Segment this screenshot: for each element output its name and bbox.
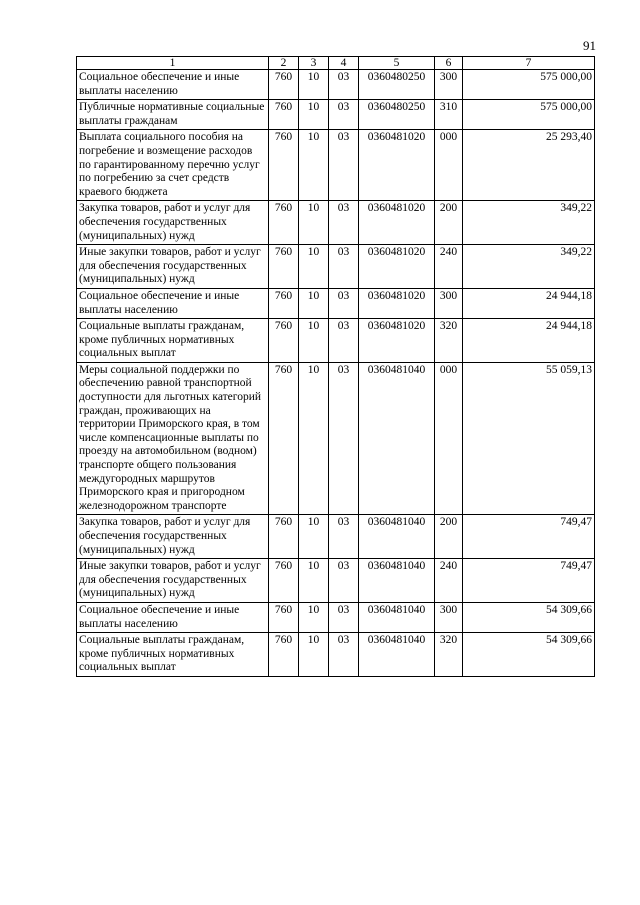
- row-amount-cell: 349,22: [463, 245, 595, 289]
- row-name-cell: Выплата социального пособия на погребение и возмещение расходов по гарантированному перечню услуг по погребению за счет средств краевого бюджета: [77, 130, 269, 201]
- row-name-cell: Меры социальной поддержки по обеспечению равной транспортной доступности для льготных категорий граждан, проживающих на территории Приморского края, в том числе компенсационные выплаты по проезду на автомобильном (водном) транспорте общего пользования междугородных маршрутов Приморского края и пригородном железнодорожном транспорте: [77, 362, 269, 515]
- row-code-5-cell: 0360481020: [359, 319, 435, 363]
- row-code-3-cell: 10: [299, 100, 329, 130]
- row-name-cell: Закупка товаров, работ и услуг для обеспечения государственных (муниципальных) нужд: [77, 515, 269, 559]
- row-name-cell: Социальные выплаты гражданам, кроме публичных нормативных социальных выплат: [77, 633, 269, 677]
- row-code-4-cell: 03: [329, 130, 359, 201]
- header-col-3: 3: [299, 57, 329, 70]
- row-code-3-cell: 10: [299, 559, 329, 603]
- row-code-3-cell: 10: [299, 245, 329, 289]
- row-code-3-cell: 10: [299, 602, 329, 632]
- row-amount-cell: 349,22: [463, 201, 595, 245]
- row-code-3-cell: 10: [299, 515, 329, 559]
- table-row: [77, 559, 595, 603]
- row-code-3-cell: 10: [299, 288, 329, 318]
- row-amount-cell: 749,47: [463, 559, 595, 603]
- row-amount-cell: 575 000,00: [463, 100, 595, 130]
- header-col-2: 2: [269, 57, 299, 70]
- header-col-4: 4: [329, 57, 359, 70]
- row-code-2-cell: 760: [269, 515, 299, 559]
- table-header-row: [77, 57, 595, 70]
- row-code-6-cell: 240: [435, 245, 463, 289]
- row-code-6-cell: 000: [435, 362, 463, 515]
- row-name-cell: Закупка товаров, работ и услуг для обеспечения государственных (муниципальных) нужд: [77, 201, 269, 245]
- header-col-5: 5: [359, 57, 435, 70]
- row-code-4-cell: 03: [329, 602, 359, 632]
- row-amount-cell: 575 000,00: [463, 70, 595, 100]
- row-amount-cell: 24 944,18: [463, 319, 595, 363]
- table-row: [77, 515, 595, 559]
- row-code-4-cell: 03: [329, 245, 359, 289]
- row-code-4-cell: 03: [329, 633, 359, 677]
- row-amount-cell: 749,47: [463, 515, 595, 559]
- row-code-3-cell: 10: [299, 319, 329, 363]
- row-code-2-cell: 760: [269, 319, 299, 363]
- row-code-4-cell: 03: [329, 319, 359, 363]
- row-code-5-cell: 0360481040: [359, 515, 435, 559]
- row-amount-cell: 55 059,13: [463, 362, 595, 515]
- table-row: [77, 100, 595, 130]
- row-amount-cell: 25 293,40: [463, 130, 595, 201]
- row-code-2-cell: 760: [269, 633, 299, 677]
- row-code-5-cell: 0360481040: [359, 633, 435, 677]
- table-row: [77, 602, 595, 632]
- row-code-3-cell: 10: [299, 362, 329, 515]
- row-code-4-cell: 03: [329, 559, 359, 603]
- table-row: [77, 201, 595, 245]
- row-code-5-cell: 0360481040: [359, 602, 435, 632]
- table-row: [77, 633, 595, 677]
- table-body: [77, 70, 595, 677]
- row-name-cell: Иные закупки товаров, работ и услуг для обеспечения государственных (муниципальных) нужд: [77, 559, 269, 603]
- row-amount-cell: 54 309,66: [463, 602, 595, 632]
- table-row: [77, 362, 595, 515]
- row-code-5-cell: 0360480250: [359, 100, 435, 130]
- row-code-5-cell: 0360481020: [359, 130, 435, 201]
- row-code-4-cell: 03: [329, 201, 359, 245]
- row-code-2-cell: 760: [269, 362, 299, 515]
- row-code-6-cell: 300: [435, 288, 463, 318]
- table-row: [77, 288, 595, 318]
- row-code-3-cell: 10: [299, 130, 329, 201]
- row-name-cell: Иные закупки товаров, работ и услуг для обеспечения государственных (муниципальных) нужд: [77, 245, 269, 289]
- row-code-2-cell: 760: [269, 100, 299, 130]
- row-name-cell: Публичные нормативные социальные выплаты гражданам: [77, 100, 269, 130]
- row-code-5-cell: 0360481020: [359, 245, 435, 289]
- row-code-6-cell: 200: [435, 515, 463, 559]
- budget-table: [76, 56, 595, 677]
- row-code-5-cell: 0360481040: [359, 559, 435, 603]
- row-code-2-cell: 760: [269, 130, 299, 201]
- row-amount-cell: 54 309,66: [463, 633, 595, 677]
- row-code-2-cell: 760: [269, 559, 299, 603]
- row-name-cell: Социальное обеспечение и иные выплаты населению: [77, 288, 269, 318]
- row-code-4-cell: 03: [329, 288, 359, 318]
- row-code-6-cell: 000: [435, 130, 463, 201]
- row-code-5-cell: 0360481020: [359, 201, 435, 245]
- table-row: [77, 130, 595, 201]
- header-col-6: 6: [435, 57, 463, 70]
- row-code-5-cell: 0360481040: [359, 362, 435, 515]
- row-amount-cell: 24 944,18: [463, 288, 595, 318]
- page-number: 91: [583, 38, 596, 53]
- row-name-cell: Социальное обеспечение и иные выплаты населению: [77, 70, 269, 100]
- table-row: [77, 245, 595, 289]
- table-row: [77, 319, 595, 363]
- row-code-5-cell: 0360481020: [359, 288, 435, 318]
- row-code-3-cell: 10: [299, 70, 329, 100]
- header-col-7: 7: [463, 57, 595, 70]
- table-row: [77, 70, 595, 100]
- row-code-5-cell: 0360480250: [359, 70, 435, 100]
- row-code-6-cell: 320: [435, 633, 463, 677]
- row-code-4-cell: 03: [329, 70, 359, 100]
- row-code-4-cell: 03: [329, 362, 359, 515]
- row-name-cell: Социальное обеспечение и иные выплаты населению: [77, 602, 269, 632]
- row-name-cell: Социальные выплаты гражданам, кроме публичных нормативных социальных выплат: [77, 319, 269, 363]
- row-code-2-cell: 760: [269, 70, 299, 100]
- row-code-6-cell: 310: [435, 100, 463, 130]
- row-code-6-cell: 300: [435, 602, 463, 632]
- row-code-2-cell: 760: [269, 201, 299, 245]
- row-code-6-cell: 200: [435, 201, 463, 245]
- header-col-1: 1: [77, 57, 269, 70]
- row-code-3-cell: 10: [299, 201, 329, 245]
- row-code-6-cell: 320: [435, 319, 463, 363]
- row-code-2-cell: 760: [269, 245, 299, 289]
- row-code-3-cell: 10: [299, 633, 329, 677]
- row-code-4-cell: 03: [329, 515, 359, 559]
- row-code-6-cell: 300: [435, 70, 463, 100]
- row-code-6-cell: 240: [435, 559, 463, 603]
- row-code-2-cell: 760: [269, 288, 299, 318]
- row-code-4-cell: 03: [329, 100, 359, 130]
- row-code-2-cell: 760: [269, 602, 299, 632]
